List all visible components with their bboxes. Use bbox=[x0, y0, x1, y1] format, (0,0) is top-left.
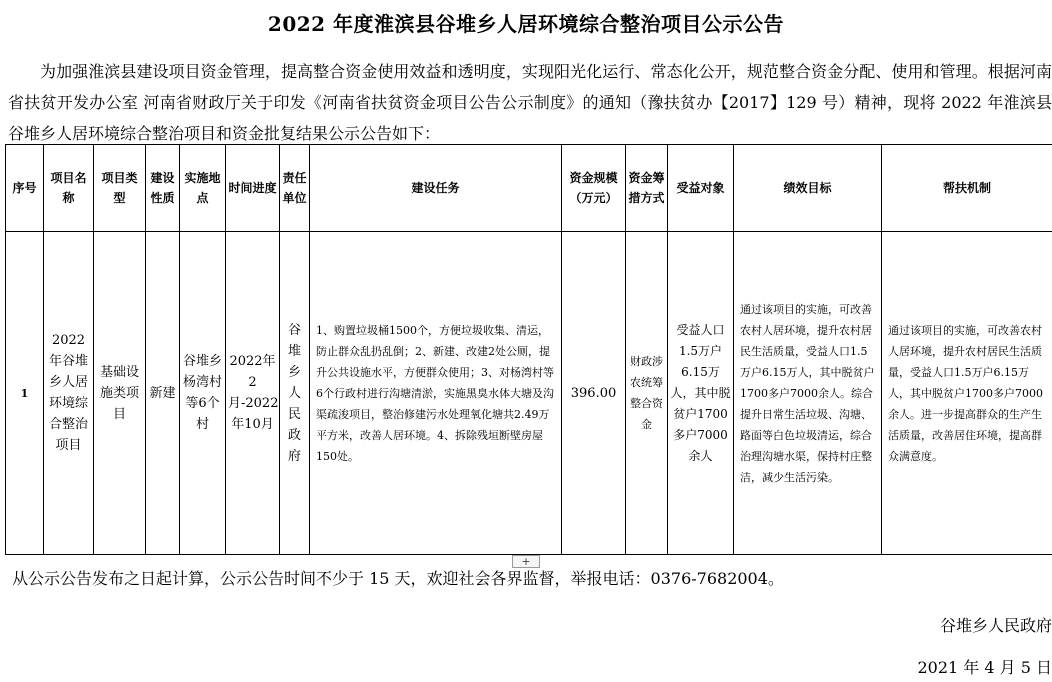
header-benef: 受益对象 bbox=[668, 145, 734, 232]
cell-benef: 受益人口1.5万户6.15万人，其中脱贫户1700多户7000余人 bbox=[668, 232, 734, 555]
header-goal: 绩效目标 bbox=[734, 145, 882, 232]
cell-type: 基础设施类项目 bbox=[94, 232, 146, 555]
cell-goal: 通过该项目的实施，可改善农村人居环境，提升农村居民生活质量，受益人口1.5万户6.15万人，其中脱贫户1700多户7000余人。综合提升日常生活垃圾、沟塘、路面等白色垃圾清运，综合治理沟塘水渠，保持村庄整洁，减少生活污染。 bbox=[734, 232, 882, 555]
document-title: 2022 年度淮滨县谷堆乡人居环境综合整治项目公示公告 bbox=[267, 12, 785, 36]
table-row bbox=[6, 232, 1052, 555]
cell-fund: 396.00 bbox=[562, 232, 626, 555]
cell-place: 谷堆乡杨湾村等6个村 bbox=[180, 232, 226, 555]
header-time: 时间进度 bbox=[226, 145, 280, 232]
cell-xh: 1 bbox=[6, 232, 44, 555]
cell-nature: 新建 bbox=[146, 232, 180, 555]
header-xh: 序号 bbox=[6, 145, 44, 232]
issuer-name: 谷堆乡人民政府 bbox=[939, 616, 1052, 635]
notice-footnote: 从公示公告发布之日起计算，公示公告时间不少于 15 天，欢迎社会各界监督，举报电话：0376-7682004。 bbox=[12, 569, 784, 588]
intro-paragraph bbox=[8, 56, 1052, 149]
cell-mode: 财政涉农统筹整合资金 bbox=[626, 232, 668, 555]
project-table bbox=[5, 144, 1052, 555]
header-task: 建设任务 bbox=[310, 145, 562, 232]
header-place: 实施地点 bbox=[180, 145, 226, 232]
table-header-row bbox=[6, 145, 1052, 232]
header-fund: 资金规模（万元） bbox=[562, 145, 626, 232]
header-type: 项目类型 bbox=[94, 145, 146, 232]
cell-task: 1、购置垃圾桶1500个，方便垃圾收集、清运，防止群众乱扔乱倒；2、新建、改建2处公厕，提升公共设施水平，方便群众使用；3、对杨湾村等6个行政村进行沟塘清淤，实施黑臭水体大塘及沟渠疏浚项目，整治修建污水处理氧化塘共2.49万平方米，改善人居环境。4、拆除残垣断壁房屋150处。 bbox=[310, 232, 562, 555]
header-mech: 帮扶机制 bbox=[882, 145, 1052, 232]
header-name: 项目名称 bbox=[44, 145, 94, 232]
cell-unit: 谷堆乡人民政府 bbox=[280, 232, 310, 555]
issue-date: 2021 年 4 月 5 日 bbox=[917, 658, 1052, 677]
cell-mech: 通过该项目的实施，可改善农村人居环境，提升农村居民生活质量，受益人口1.5万户6.15万人，其中脱贫户1700多户7000余人。进一步提高群众的生产生活质量，改善居住环境，提高群众满意度。 bbox=[882, 232, 1052, 555]
header-mode: 资金筹措方式 bbox=[626, 145, 668, 232]
intro-text: 为加强淮滨县建设项目资金管理，提高整合资金使用效益和透明度，实现阳光化运行、常态化公开，规范整合资金分配、使用和管理。根据河南省扶贫开发办公室 河南省财政厅关于印发《河南省扶贫资金项目公告公示制度》的通知（豫扶贫办【2017】129 号）精神，现将 2022 年淮滨县谷堆乡人居环境综合整治项目和资金批复结果公示公告如下： bbox=[8, 62, 1052, 143]
cell-time: 2022年2月-2022年10月 bbox=[226, 232, 280, 555]
header-nature: 建设性质 bbox=[146, 145, 180, 232]
cell-name: 2022年谷堆乡人居环境综合整治项目 bbox=[44, 232, 94, 555]
table-expand-handle[interactable]: + bbox=[512, 555, 540, 568]
header-unit: 责任单位 bbox=[280, 145, 310, 232]
